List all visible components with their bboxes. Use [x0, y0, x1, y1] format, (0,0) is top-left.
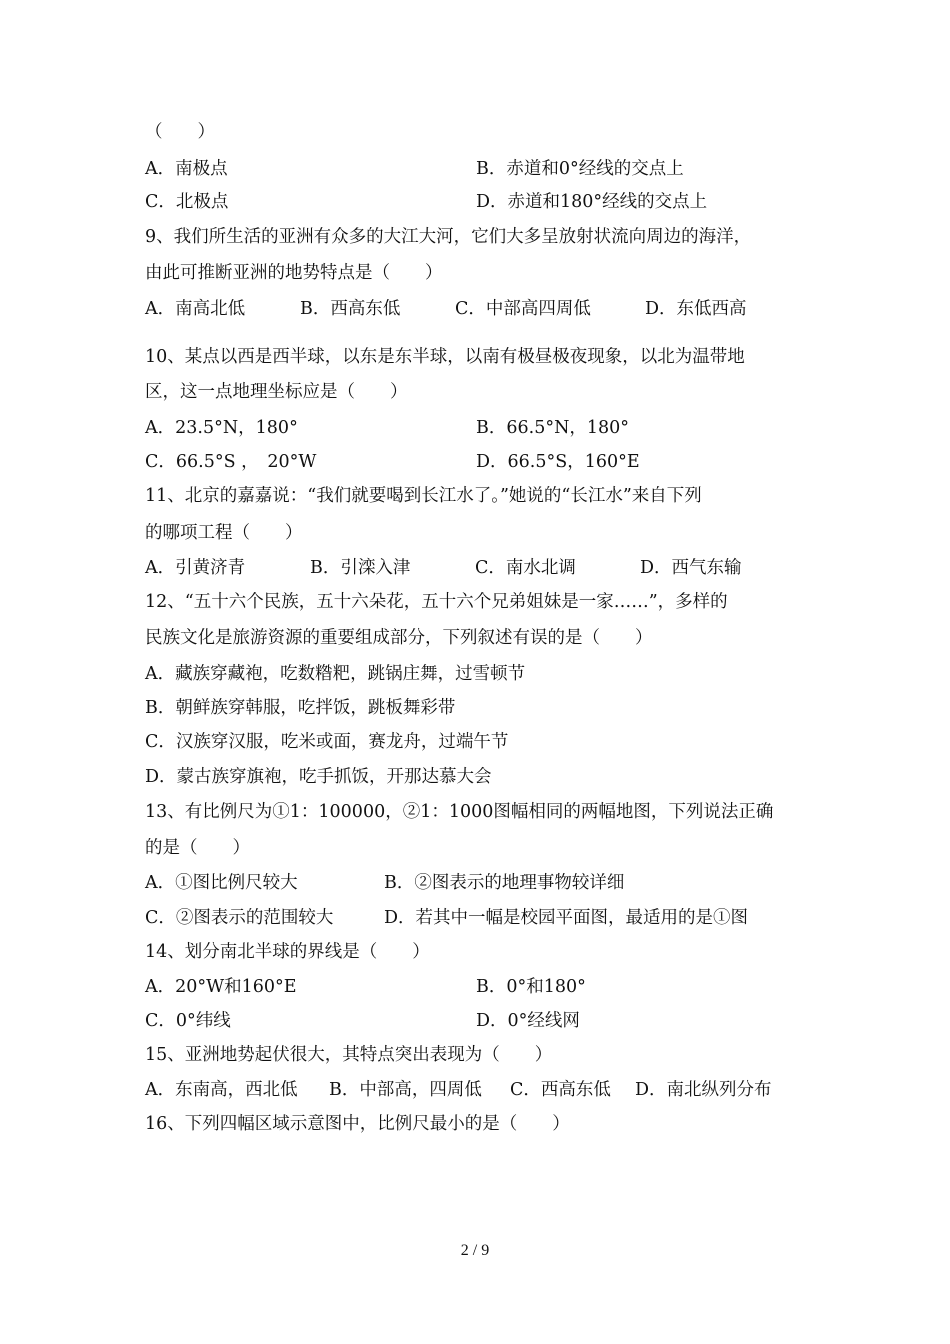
q12-stem-line2: 民族文化是旅游资源的重要组成部分，下列叙述有误的是（ ）	[145, 628, 653, 648]
q11-option-b: B．引滦入津	[310, 558, 411, 578]
q9-stem-line1: 9、我们所生活的亚洲有众多的大江大河，它们大多呈放射状流向周边的海洋，	[145, 227, 752, 247]
page-number: 2 / 9	[460, 1242, 490, 1259]
q16-stem: 16、下列四幅区域示意图中，比例尺最小的是（ ）	[145, 1114, 570, 1134]
q8-option-c: C．北极点	[145, 192, 229, 212]
q11-option-d: D．西气东输	[640, 558, 742, 578]
q8-option-b: B．赤道和0°经线的交点上	[476, 159, 684, 179]
q15-option-b: B．中部高，四周低	[329, 1080, 482, 1100]
q14-option-a: A．20°W和160°E	[145, 977, 297, 997]
q8-option-d: D．赤道和180°经线的交点上	[476, 192, 708, 212]
q8-stem-cont: （ ）	[145, 122, 215, 142]
q10-option-b: B．66.5°N，180°	[476, 418, 630, 438]
q12-option-b: B．朝鲜族穿韩服，吃拌饭，跳板舞彩带	[145, 698, 456, 718]
q9-stem-line2: 由此可推断亚洲的地势特点是（ ）	[145, 263, 443, 283]
q12-stem-line1: 12、“五十六个民族，五十六朵花，五十六个兄弟姐妹是一家……”，多样的	[145, 592, 728, 612]
q13-option-a: A．①图比例尺较大	[145, 873, 298, 893]
q14-option-c: C．0°纬线	[145, 1011, 231, 1031]
q13-option-c: C．②图表示的范围较大	[145, 908, 334, 928]
q9-option-c: C．中部高四周低	[455, 299, 591, 319]
q12-option-c: C．汉族穿汉服，吃米或面，赛龙舟，过端午节	[145, 732, 509, 752]
q11-option-a: A．引黄济青	[145, 558, 246, 578]
q15-option-c: C．西高东低	[510, 1080, 611, 1100]
q15-option-d: D．南北纵列分布	[635, 1080, 772, 1100]
q9-option-b: B．西高东低	[300, 299, 401, 319]
q15-option-a: A．东南高，西北低	[145, 1080, 298, 1100]
q14-stem: 14、划分南北半球的界线是（ ）	[145, 942, 430, 962]
q13-stem-line2: 的是（ ）	[145, 838, 250, 858]
q8-option-a: A．南极点	[145, 159, 228, 179]
q11-stem-line2: 的哪项工程（ ）	[145, 523, 303, 543]
q10-option-c: C．66.5°S ， 20°W	[145, 452, 317, 472]
q14-option-b: B．0°和180°	[476, 977, 586, 997]
q10-option-a: A．23.5°N，180°	[145, 418, 298, 438]
q10-option-d: D．66.5°S，160°E	[476, 452, 640, 472]
q9-option-d: D．东低西高	[645, 299, 747, 319]
q15-stem: 15、亚洲地势起伏很大，其特点突出表现为（ ）	[145, 1045, 553, 1065]
q13-stem-line1: 13、有比例尺为①1：100000，②1：1000图幅相同的两幅地图，下列说法正确	[145, 802, 774, 822]
q10-stem-line2: 区，这一点地理坐标应是（ ）	[145, 382, 408, 402]
q14-option-d: D．0°经线网	[476, 1011, 580, 1031]
q12-option-a: A．藏族穿藏袍，吃数糌粑，跳锅庄舞，过雪顿节	[145, 664, 526, 684]
q9-option-a: A．南高北低	[145, 299, 246, 319]
q13-option-d: D．若其中一幅是校园平面图，最适用的是①图	[384, 908, 749, 928]
q12-option-d: D．蒙古族穿旗袍，吃手抓饭，开那达慕大会	[145, 767, 492, 787]
q11-option-c: C．南水北调	[475, 558, 576, 578]
q10-stem-line1: 10、某点以西是西半球，以东是东半球，以南有极昼极夜现象，以北为温带地	[145, 347, 745, 367]
q11-stem-line1: 11、北京的嘉嘉说：“我们就要喝到长江水了。”她说的“长江水”来自下列	[145, 486, 702, 506]
q13-option-b: B．②图表示的地理事物较详细	[384, 873, 625, 893]
